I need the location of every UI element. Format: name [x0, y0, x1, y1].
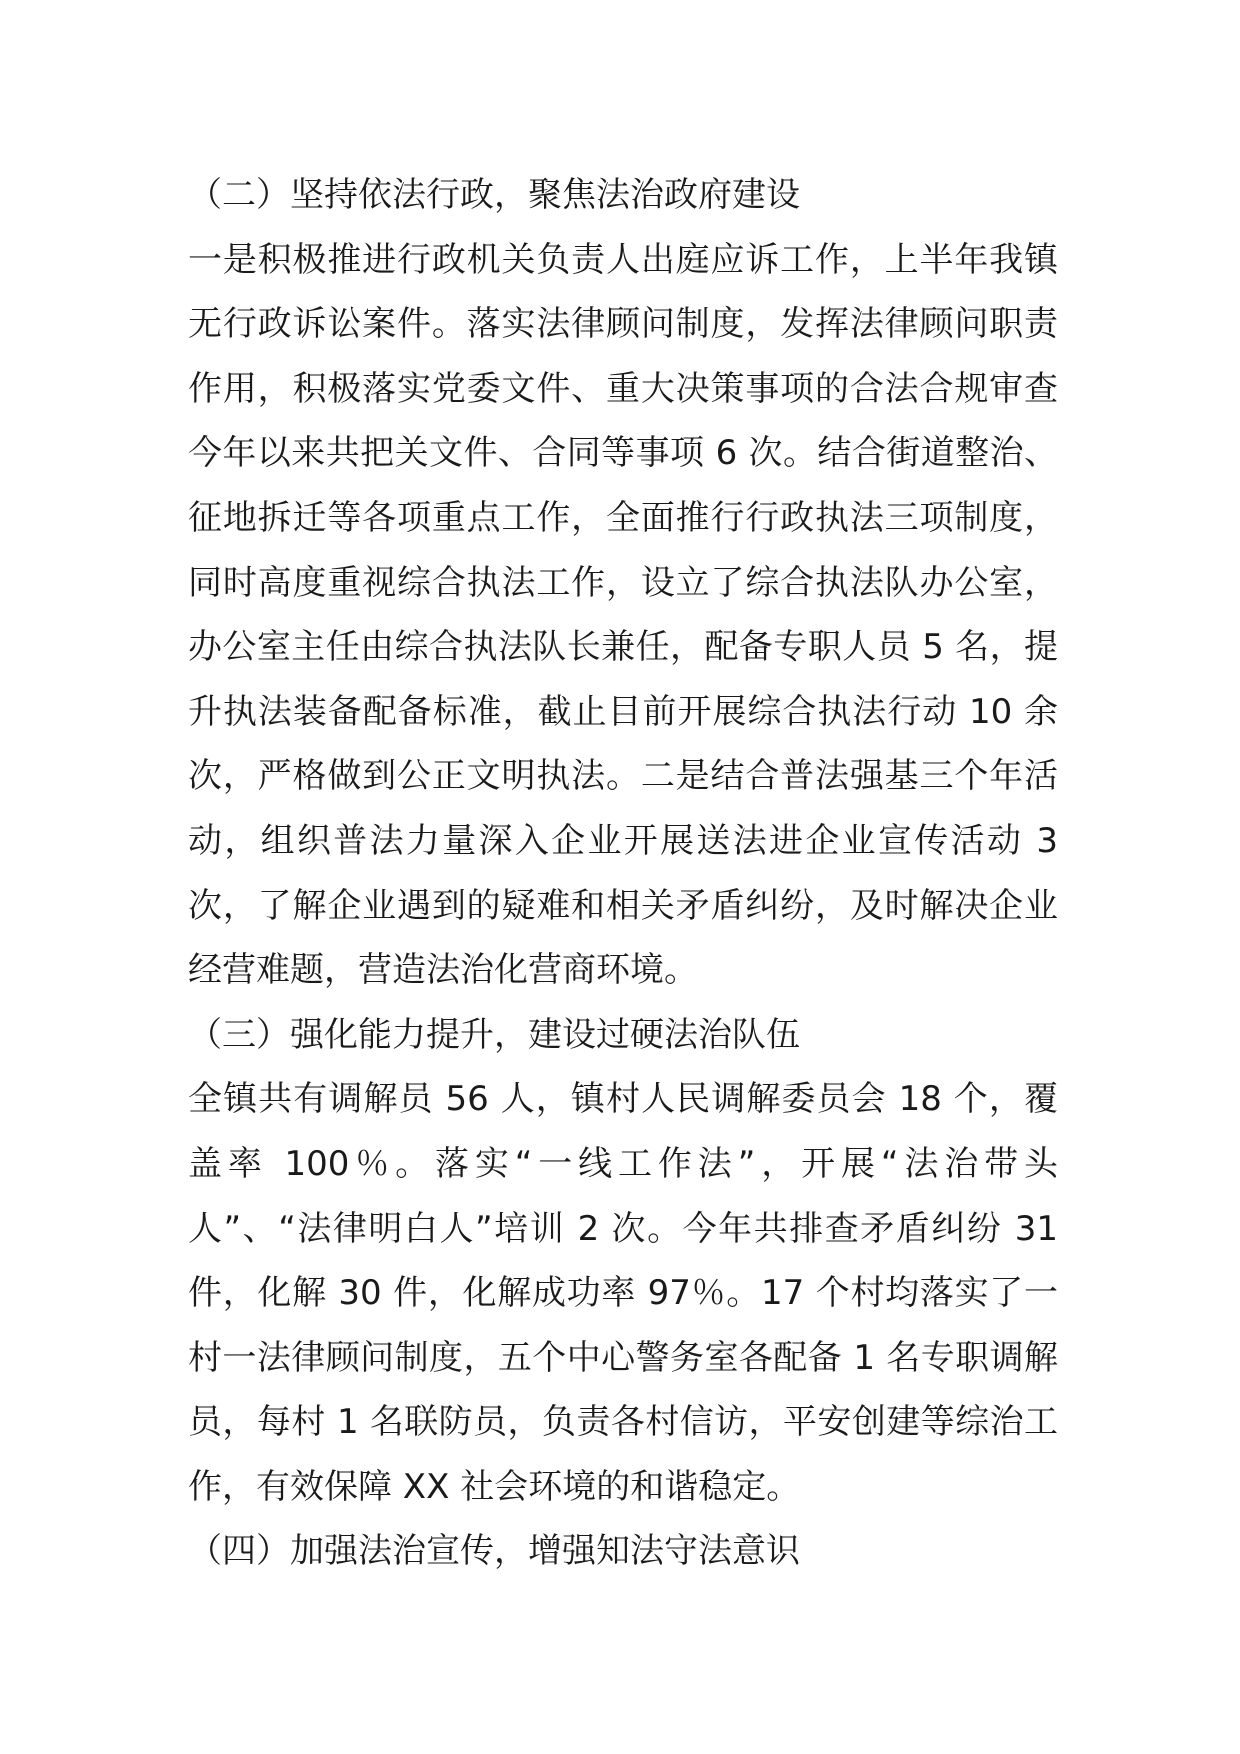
section-paragraph-2: 一是积极推进行政机关负责人出庭应诉工作，上半年我镇无行政诉讼案件。落实法律顾问制度，发挥法律顾问职责作用，积极落实党委文件、重大决策事项的合法合规审查今年以来共把关文件、合同等事项 6 次。结合街道整治、征地拆迁等各项重点工作，全面推行行政执法三项制度，同时高度重视综合执法工作，设立了综合执法队办公室，办公室主任由综合执法队长兼任，配备专职人员 5 名，提升执法装备配备标准，截止目前开展综合执法行动 10 余次，严格做到公正文明执法。二是结合普法强基三个年活动，组织普法力量深入企业开展送法进企业宣传活动 3 次，了解企业遇到的疑难和相关矛盾纠纷，及时解决企业经营难题，营造法治化营商环境。 [188, 239, 1058, 991]
section-paragraph-3: 全镇共有调解员 56 人，镇村人民调解委员会 18 个，覆盖率 100％。落实“一线工作法”，开展“法治带头人”、“法律明白人”培训 2 次。今年共排查矛盾纠纷 31 件，化解 30 件，化解成功率 97％。17 个村均落实了一村一法律顾问制度，五个中心警务室各配备 1 名专职调解员，每村 1 名联防员，负责各村信访，平安创建等综治工作，有效保障 XX 社会环境的和谐稳定。 [188, 1079, 1058, 1507]
document-body [188, 163, 1058, 1584]
section-heading-3: （三）强化能力提升，建设过硬法治队伍 [188, 1014, 800, 1055]
section-heading-2: （二）坚持依法行政，聚焦法治政府建设 [188, 175, 800, 215]
section-heading-4: （四）加强法治宣传，增强知法守法意识 [188, 1531, 800, 1572]
